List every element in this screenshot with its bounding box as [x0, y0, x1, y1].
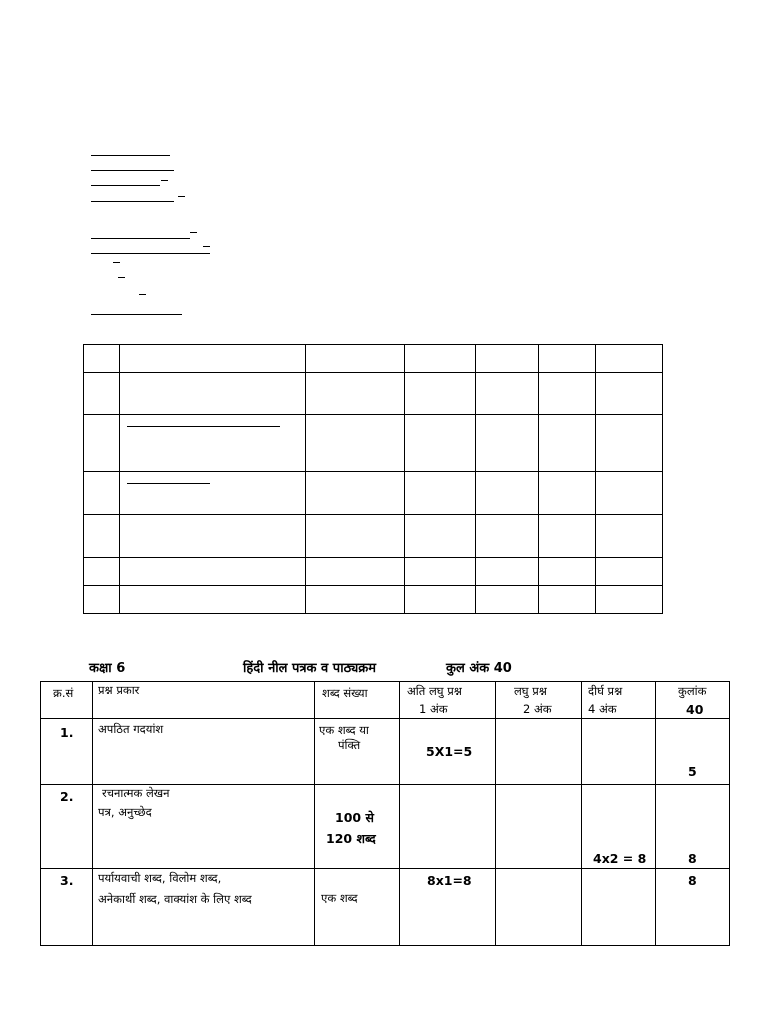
- row-words-text-2: 120 शब्द: [326, 831, 376, 846]
- row-sno-text: 3.: [60, 873, 74, 888]
- blank-line: [127, 483, 210, 484]
- header-long-label: दीर्घ प्रश्न: [588, 684, 623, 698]
- header-sno-label: क्र.सं: [53, 686, 74, 700]
- row-words-text: 100 से: [335, 810, 374, 825]
- blank-dash: [113, 262, 120, 263]
- row-sno: [41, 785, 93, 869]
- table-cell: [539, 586, 596, 614]
- row-very-short: [400, 719, 496, 785]
- row-total: [656, 785, 730, 869]
- row-type: [93, 719, 315, 785]
- blank-line: [91, 253, 210, 254]
- row-very-short-text: 8x1=8: [427, 873, 472, 888]
- header-long-marks: 4 अंक: [588, 702, 617, 716]
- table-cell: [539, 373, 596, 415]
- table-row: [84, 345, 663, 373]
- table-cell: [405, 515, 476, 558]
- header-short: [496, 682, 582, 719]
- row-long-text: 4x2 = 8: [593, 851, 647, 866]
- table-row: [84, 515, 663, 558]
- table-cell: [120, 345, 306, 373]
- row-words-text: एक शब्द: [321, 891, 358, 905]
- blank-dash: [139, 294, 146, 295]
- table-cell: [596, 415, 663, 472]
- table-cell: [476, 472, 539, 515]
- table-cell: [84, 373, 120, 415]
- header-short-marks: 2 अंक: [523, 702, 552, 716]
- header-short-label: लघु प्रश्न: [514, 684, 547, 698]
- table-cell: [596, 515, 663, 558]
- row-very-short: [400, 785, 496, 869]
- row-words-text-2: पंक्ति: [338, 738, 361, 752]
- row-long: [582, 719, 656, 785]
- table-cell: [84, 415, 120, 472]
- row-words: [315, 785, 400, 869]
- table-row: [84, 586, 663, 614]
- row-total-text: 8: [688, 851, 697, 866]
- row-long: [582, 869, 656, 946]
- header-total: [656, 682, 730, 719]
- total-marks: कुल अंक 40: [446, 661, 512, 676]
- row-words: [315, 719, 400, 785]
- blank-dash: [190, 232, 197, 233]
- row-short: [496, 785, 582, 869]
- table-cell: [476, 515, 539, 558]
- table-cell: [84, 345, 120, 373]
- table-cell: [596, 586, 663, 614]
- row-words-text: एक शब्द या: [319, 723, 369, 737]
- table-row: [41, 719, 730, 785]
- table-cell: [596, 472, 663, 515]
- blank-line: [91, 238, 190, 239]
- table-cell: [405, 472, 476, 515]
- table-cell: [539, 345, 596, 373]
- row-long: [582, 785, 656, 869]
- row-sno: [41, 869, 93, 946]
- row-type-text: अपठित गदयांश: [98, 722, 164, 736]
- table-cell: [539, 515, 596, 558]
- table-cell: [84, 515, 120, 558]
- row-type: [93, 785, 315, 869]
- table-cell: [539, 472, 596, 515]
- row-type-text: पर्यायवाची शब्द, विलोम शब्द,: [98, 871, 222, 885]
- row-type-text-2: पत्र, अनुच्छेद: [98, 805, 152, 819]
- row-type: [93, 869, 315, 946]
- empty-grid-table: [83, 344, 663, 614]
- table-cell: [405, 415, 476, 472]
- blank-line: [91, 314, 182, 315]
- row-very-short-text: 5X1=5: [426, 744, 473, 759]
- header-words: [315, 682, 400, 719]
- row-total-text: 5: [688, 764, 697, 779]
- table-row: [84, 472, 663, 515]
- table-cell: [405, 586, 476, 614]
- table-header-row: [41, 682, 730, 719]
- blank-dash: [118, 277, 125, 278]
- row-total: [656, 869, 730, 946]
- header-very-short-marks: 1 अंक: [419, 702, 448, 716]
- table-row: [41, 785, 730, 869]
- header-sno: [41, 682, 93, 719]
- row-sno: [41, 719, 93, 785]
- table-cell: [596, 558, 663, 586]
- document-title: हिंदी नील पत्रक व पाठ्यक्रम: [243, 661, 376, 676]
- blank-dash: [203, 246, 210, 247]
- table-cell: [596, 345, 663, 373]
- blank-line: [91, 201, 174, 202]
- table-cell: [405, 373, 476, 415]
- table-cell: [84, 586, 120, 614]
- table-cell: [84, 472, 120, 515]
- table-cell: [120, 373, 306, 415]
- header-type: [93, 682, 315, 719]
- table-cell: [120, 586, 306, 614]
- header-very-short: [400, 682, 496, 719]
- table-cell: [306, 415, 405, 472]
- row-sno-text: 2.: [60, 789, 74, 804]
- table-cell: [476, 586, 539, 614]
- row-short: [496, 869, 582, 946]
- table-cell: [120, 558, 306, 586]
- blank-line: [91, 185, 160, 186]
- table-row: [84, 558, 663, 586]
- header-long: [582, 682, 656, 719]
- blank-line: [91, 155, 170, 156]
- table-cell: [405, 345, 476, 373]
- header-type-label: प्रश्न प्रकार: [98, 683, 140, 697]
- row-very-short: [400, 869, 496, 946]
- table-cell: [306, 472, 405, 515]
- table-cell: [120, 472, 306, 515]
- blank-line: [127, 426, 280, 427]
- syllabus-table: [40, 681, 730, 946]
- table-row: [41, 869, 730, 946]
- blank-dash: [161, 180, 168, 181]
- table-cell: [120, 415, 306, 472]
- table-cell: [476, 558, 539, 586]
- header-very-short-label: अति लघु प्रश्न: [407, 684, 462, 698]
- table-cell: [306, 345, 405, 373]
- table-cell: [476, 345, 539, 373]
- table-row: [84, 373, 663, 415]
- table-cell: [405, 558, 476, 586]
- header-total-label: कुलांक: [678, 684, 707, 698]
- table-cell: [306, 558, 405, 586]
- table-cell: [476, 373, 539, 415]
- header-words-label: शब्द संख्या: [322, 686, 368, 700]
- table-cell: [539, 558, 596, 586]
- row-type-text-2: अनेकार्थी शब्द, वाक्यांश के लिए शब्द: [98, 892, 252, 906]
- table-cell: [120, 515, 306, 558]
- row-short: [496, 719, 582, 785]
- row-total-text: 8: [688, 873, 697, 888]
- table-cell: [476, 415, 539, 472]
- blank-line: [91, 170, 174, 171]
- row-total: [656, 719, 730, 785]
- table-cell: [539, 415, 596, 472]
- row-sno-text: 1.: [60, 725, 74, 740]
- blank-dash: [178, 196, 185, 197]
- table-cell: [306, 373, 405, 415]
- row-words: [315, 869, 400, 946]
- row-type-text: रचनात्मक लेखन: [102, 786, 170, 800]
- table-cell: [306, 586, 405, 614]
- table-cell: [306, 515, 405, 558]
- table-cell: [596, 373, 663, 415]
- header-total-value: 40: [686, 702, 704, 717]
- class-label: कक्षा 6: [89, 661, 126, 676]
- table-row: [84, 415, 663, 472]
- table-cell: [84, 558, 120, 586]
